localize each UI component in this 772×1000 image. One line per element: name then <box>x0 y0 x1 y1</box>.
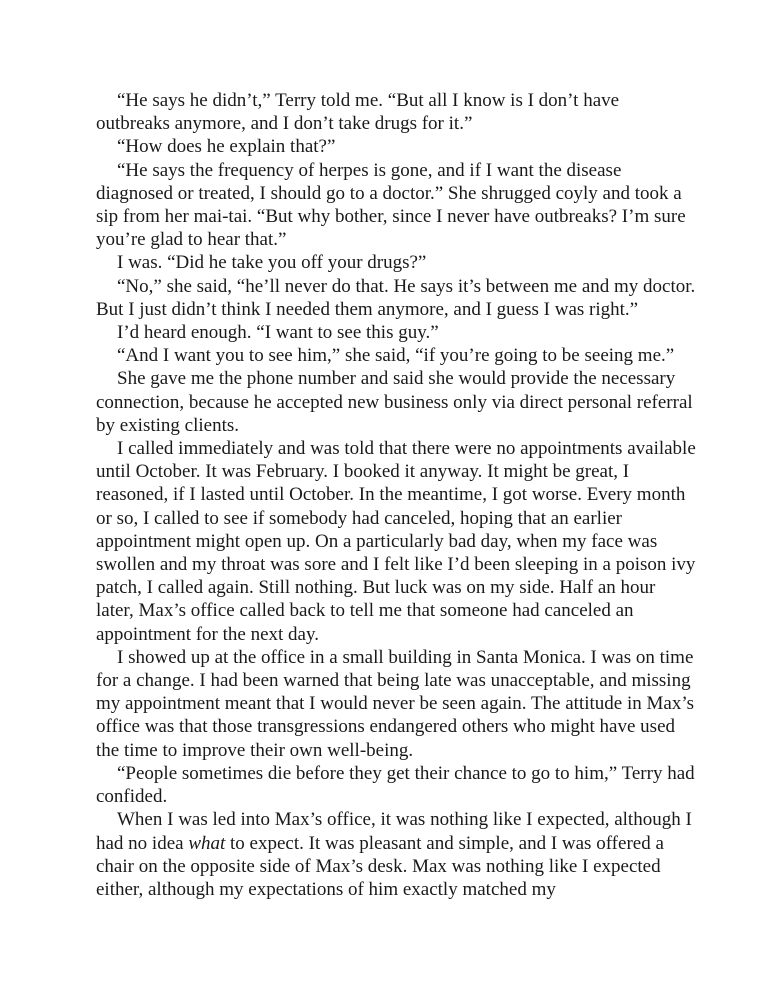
text-run: to expect. It was pleasant and simple, and I was offered a chair on the opposite side of Max’s desk. Max was nothing like I expected either, although my expectations of him exactly matched my <box>96 832 664 900</box>
paragraph <box>96 808 696 901</box>
paragraph: I was. “Did he take you off your drugs?” <box>117 252 427 274</box>
paragraph: “How does he explain that?” <box>117 136 336 158</box>
paragraph: “No,” she said, “he’ll never do that. He says it’s between me and my doctor. But I just didn’t think I needed them anymore, and I guess I was right.” <box>96 275 696 320</box>
paragraph: I called immediately and was told that there were no appointments available until October. It was February. I booked it anyway. It might be great, I reasoned, if I lasted until October. In the meantime, I got worse. Every month or so, I called to see if somebody had canceled, hoping that an earlier appointment might open up. On a particularly bad day, when my face was swollen and my throat was sore and I felt like I’d been sleeping in a poison ivy patch, I called again. Still nothing. But luck was on my side. Half an hour later, Max’s office called back to tell me that someone had canceled an appointment for the next day. <box>96 438 696 645</box>
text-run: When I was led into Max’s office, it was nothing like I expected, although I had no idea <box>96 809 692 854</box>
paragraph: She gave me the phone number and said she would provide the necessary connection, because he accepted new business only via direct personal referral by existing clients. <box>96 368 693 436</box>
paragraph: I’d heard enough. “I want to see this guy.” <box>117 322 439 344</box>
paragraph: “People sometimes die before they get their chance to go to him,” Terry had confided. <box>96 762 695 808</box>
paragraph: “He says the frequency of herpes is gone, and if I want the disease diagnosed or treated, I should go to a doctor.” She shrugged coyly and took a sip from her mai-tai. “But why bother, since I never have outbreaks? I’m sure you’re glad to hear that.” <box>96 159 686 251</box>
paragraph: “And I want you to see him,” she said, “if you’re going to be seeing me.” <box>117 345 675 367</box>
paragraph: “He says he didn’t,” Terry told me. “But all I know is I don’t have outbreaks anymore, and I don’t take drugs for it.” <box>96 90 620 135</box>
emphasis-text: what <box>188 832 226 854</box>
paragraph: I showed up at the office in a small building in Santa Monica. I was on time for a change. I had been warned that being late was unacceptable, and missing my appointment meant that I would never be seen again. The attitude in Max’s office was that those transgressions endangered others who might have used the time to improve their own well-being. <box>96 646 694 761</box>
book-page <box>96 89 696 901</box>
